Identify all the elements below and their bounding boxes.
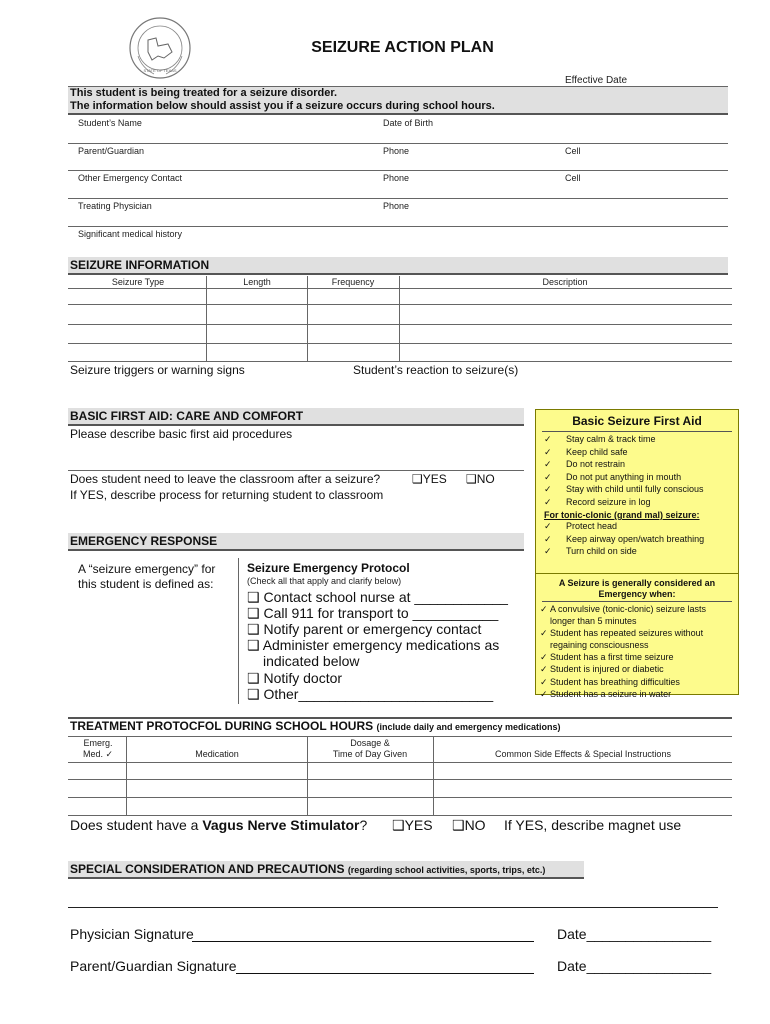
triggers-label: Seizure triggers or warning signs — [70, 363, 245, 377]
col-length: Length — [243, 277, 271, 287]
checkbox-icon: ❑ — [247, 590, 260, 606]
leave-question-text: Does student need to leave the classroom after a seizure? — [70, 472, 381, 486]
basic-aid-item — [544, 459, 738, 472]
basic-box-title: Basic Seizure First Aid — [542, 414, 732, 432]
emergency-criteria-item — [540, 604, 738, 617]
basic-aid-item — [544, 472, 738, 485]
vns-yes-label: YES — [404, 817, 433, 833]
parent-phone-label: Phone — [383, 146, 410, 156]
list-item-text: Turn child on side — [566, 546, 637, 556]
emergency-criteria-item — [540, 628, 738, 641]
emergency-defined-1: A “seizure emergency” for — [78, 562, 216, 576]
col-side-effects: Common Side Effects & Special Instructions — [495, 749, 671, 759]
emergency-criteria-item — [540, 677, 738, 690]
emergency-response-heading: EMERGENCY RESPONSE — [68, 533, 524, 551]
checkmark-icon: ✓ — [544, 547, 552, 557]
emergency-box-title-1: A Seizure is generally considered an — [558, 577, 716, 588]
checkmark-icon: ✓ — [540, 690, 548, 700]
checkmark-icon: ✓ — [540, 652, 548, 663]
vns-no-option[interactable] — [452, 817, 486, 835]
other-phone-label: Phone — [383, 173, 410, 183]
parent-signature-label: Parent/Guardian Signature — [70, 958, 237, 974]
list-item-text: regaining consciousness — [550, 640, 649, 650]
col-frequency: Frequency — [331, 277, 375, 287]
checkmark-icon: ✓ — [544, 497, 552, 508]
col-dosage-line1: Dosage & — [350, 738, 390, 748]
vns-no-label: NO — [464, 817, 486, 833]
physician-date-blank: ________________ — [586, 926, 712, 942]
vns-yes-option[interactable] — [392, 817, 433, 835]
physician-date-label: Date — [557, 926, 587, 942]
checkbox-icon: ❑ — [247, 622, 260, 638]
emergency-criteria-item — [540, 664, 738, 677]
other-cell-label: Cell — [565, 173, 581, 183]
list-item-text: A convulsive (tonic-clonic) seizure lasts — [550, 603, 707, 614]
first-aid-heading: BASIC FIRST AID: CARE AND COMFORT — [68, 408, 524, 426]
col-seizure-type: Seizure Type — [111, 277, 165, 287]
tonic-aid-item — [544, 534, 738, 547]
protocol-sub: (Check all that apply and clarify below) — [247, 576, 402, 586]
emergency-criteria-item — [540, 640, 738, 652]
physician-phone-label: Phone — [383, 201, 410, 211]
intro-bar — [68, 87, 728, 115]
protocol-option-other[interactable] — [247, 686, 493, 704]
page-title: SEIZURE ACTION PLAN — [311, 39, 494, 56]
leave-yes-label: YES — [422, 472, 447, 486]
checkmark-icon: ✓ — [540, 628, 548, 639]
physician-date[interactable] — [557, 926, 711, 943]
parent-date-label: Date — [557, 958, 587, 974]
option-911-label: Call 911 for transport to ___________ — [263, 605, 499, 621]
physician-signature-line[interactable] — [192, 941, 534, 942]
other-contact-label: Other Emergency Contact — [78, 173, 183, 183]
checkbox-icon: ❑ — [412, 472, 423, 486]
checkbox-icon: ❑ — [392, 818, 405, 834]
seizure-info-heading: SEIZURE INFORMATION — [68, 257, 728, 275]
list-item-text: Stay with child until fully conscious — [566, 484, 704, 494]
physician-signature-label: Physician Signature — [70, 926, 194, 942]
checkbox-icon: ❑ — [247, 671, 260, 687]
emergency-criteria-item — [540, 689, 738, 702]
emergency-criteria-item — [540, 616, 738, 628]
protocol-title: Seizure Emergency Protocol — [247, 561, 410, 575]
option-other-label: Other_________________________ — [263, 686, 494, 702]
vns-bold: Vagus Nerve Stimulator — [202, 817, 360, 833]
checkbox-icon: ❑ — [247, 638, 260, 654]
list-item-text: Student is injured or diabetic — [550, 664, 664, 674]
emergency-criteria-item — [540, 652, 738, 665]
checkmark-icon: ✓ — [544, 447, 552, 458]
parent-guardian-label: Parent/Guardian — [78, 146, 145, 156]
basic-first-aid-box — [535, 409, 739, 700]
treating-physician-label: Treating Physician — [78, 201, 152, 211]
treatment-heading-text: TREATMENT PROTOCFOL DURING SCHOOL HOURS — [70, 719, 374, 733]
leave-no-label: NO — [476, 472, 495, 486]
emergency-defined-2: this student is defined as: — [78, 577, 214, 591]
list-item-text: Record seizure in log — [566, 496, 651, 507]
basic-aid-item — [544, 484, 738, 497]
checkbox-icon: ❑ — [247, 606, 260, 622]
leave-yes-option[interactable] — [412, 472, 447, 487]
vns-prefix: Does student have a — [70, 817, 199, 833]
list-item-text: Stay calm & track time — [566, 434, 656, 444]
col-emerg-line1: Emerg. — [83, 738, 113, 748]
basic-aid-item — [544, 434, 738, 447]
leave-classroom-question — [70, 472, 530, 487]
option-meds-label: Administer emergency medications as — [262, 637, 500, 653]
medical-history-label: Significant medical history — [78, 229, 183, 239]
tonic-aid-item — [544, 546, 738, 559]
col-description: Description — [542, 277, 588, 287]
intro-line-2: The information below should assist you if a seizure occurs during school hours. — [70, 100, 495, 112]
parent-signature-line[interactable] — [236, 973, 534, 974]
list-item-text: Student has breathing difficulties — [550, 676, 680, 687]
students-name-label: Student’s Name — [78, 118, 142, 128]
protocol-option-meds-cont: indicated below — [263, 653, 360, 669]
list-item-text: Keep airway open/watch breathing — [566, 533, 705, 544]
list-item-text: Student has repeated seizures without — [550, 627, 704, 638]
parent-cell-label: Cell — [565, 146, 581, 156]
first-aid-describe: Please describe basic first aid procedures — [70, 427, 293, 441]
special-heading-text: SPECIAL CONSIDERATION AND PRECAUTIONS — [70, 862, 345, 876]
vns-if-yes: If YES, describe magnet use — [504, 817, 682, 833]
option-parent-label: Notify parent or emergency contact — [263, 621, 482, 637]
col-emerg-med — [70, 738, 126, 760]
list-item-text: Do not restrain — [566, 459, 626, 469]
intro-line-1: This student is being treated for a seizure disorder. — [70, 87, 338, 99]
checkbox-icon: ❑ — [247, 687, 260, 703]
col-dosage-line2: Time of Day Given — [332, 749, 408, 759]
checkmark-icon: ✓ — [544, 485, 552, 495]
option-doctor-label: Notify doctor — [263, 670, 343, 686]
checkmark-icon: ✓ — [544, 460, 552, 470]
svg-text:STATE OF TEXAS: STATE OF TEXAS — [143, 68, 177, 73]
checkmark-icon: ✓ — [544, 522, 552, 532]
parent-date-blank: ________________ — [586, 958, 712, 974]
checkmark-icon: ✓ — [544, 435, 552, 445]
tonic-aid-item — [544, 521, 738, 534]
col-emerg-line2: Med. ✓ — [82, 749, 114, 759]
basic-aid-item — [544, 497, 738, 510]
treatment-heading — [70, 719, 561, 735]
checkmark-icon: ✓ — [544, 472, 552, 483]
emergency-box-list — [536, 604, 738, 702]
list-item-text: Do not put anything in mouth — [566, 471, 682, 482]
basic-aid-item — [544, 447, 738, 460]
vns-question — [70, 817, 730, 834]
parent-date[interactable] — [557, 958, 711, 975]
return-process-label: If YES, describe process for returning student to classroom — [70, 488, 384, 502]
tonic-list — [536, 521, 738, 559]
option-nurse-label: Contact school nurse at ____________ — [263, 589, 508, 605]
list-item-text: longer than 5 minutes — [550, 616, 637, 626]
checkbox-icon: ❑ — [452, 818, 465, 834]
special-heading — [68, 861, 584, 879]
reaction-label: Student’s reaction to seizure(s) — [353, 363, 519, 377]
list-item-text: Student has a first time seizure — [550, 651, 674, 662]
list-item-text: Student has a seizure in water — [550, 689, 672, 699]
list-item-text: Protect head — [566, 521, 618, 531]
effective-date-label: Effective Date — [565, 75, 628, 86]
special-heading-note: (regarding school activities, sports, trips, etc.) — [347, 865, 546, 875]
tonic-heading: For tonic-clonic (grand mal) seizure: — [544, 510, 700, 520]
date-of-birth-label: Date of Birth — [383, 118, 434, 128]
treatment-heading-note: (include daily and emergency medications) — [376, 722, 561, 732]
checkmark-icon: ✓ — [540, 665, 548, 675]
checkmark-icon: ✓ — [540, 604, 548, 615]
checkmark-icon: ✓ — [540, 677, 548, 688]
leave-no-option[interactable] — [466, 472, 495, 487]
checkmark-icon: ✓ — [544, 534, 552, 545]
checkbox-icon: ❑ — [466, 472, 477, 486]
basic-box-list — [536, 434, 738, 509]
list-item-text: Keep child safe — [566, 446, 628, 457]
vns-suffix: ? — [359, 817, 368, 833]
col-dosage — [308, 738, 432, 760]
col-medication: Medication — [195, 749, 239, 759]
emergency-box-title-2: Emergency when: — [542, 589, 732, 602]
